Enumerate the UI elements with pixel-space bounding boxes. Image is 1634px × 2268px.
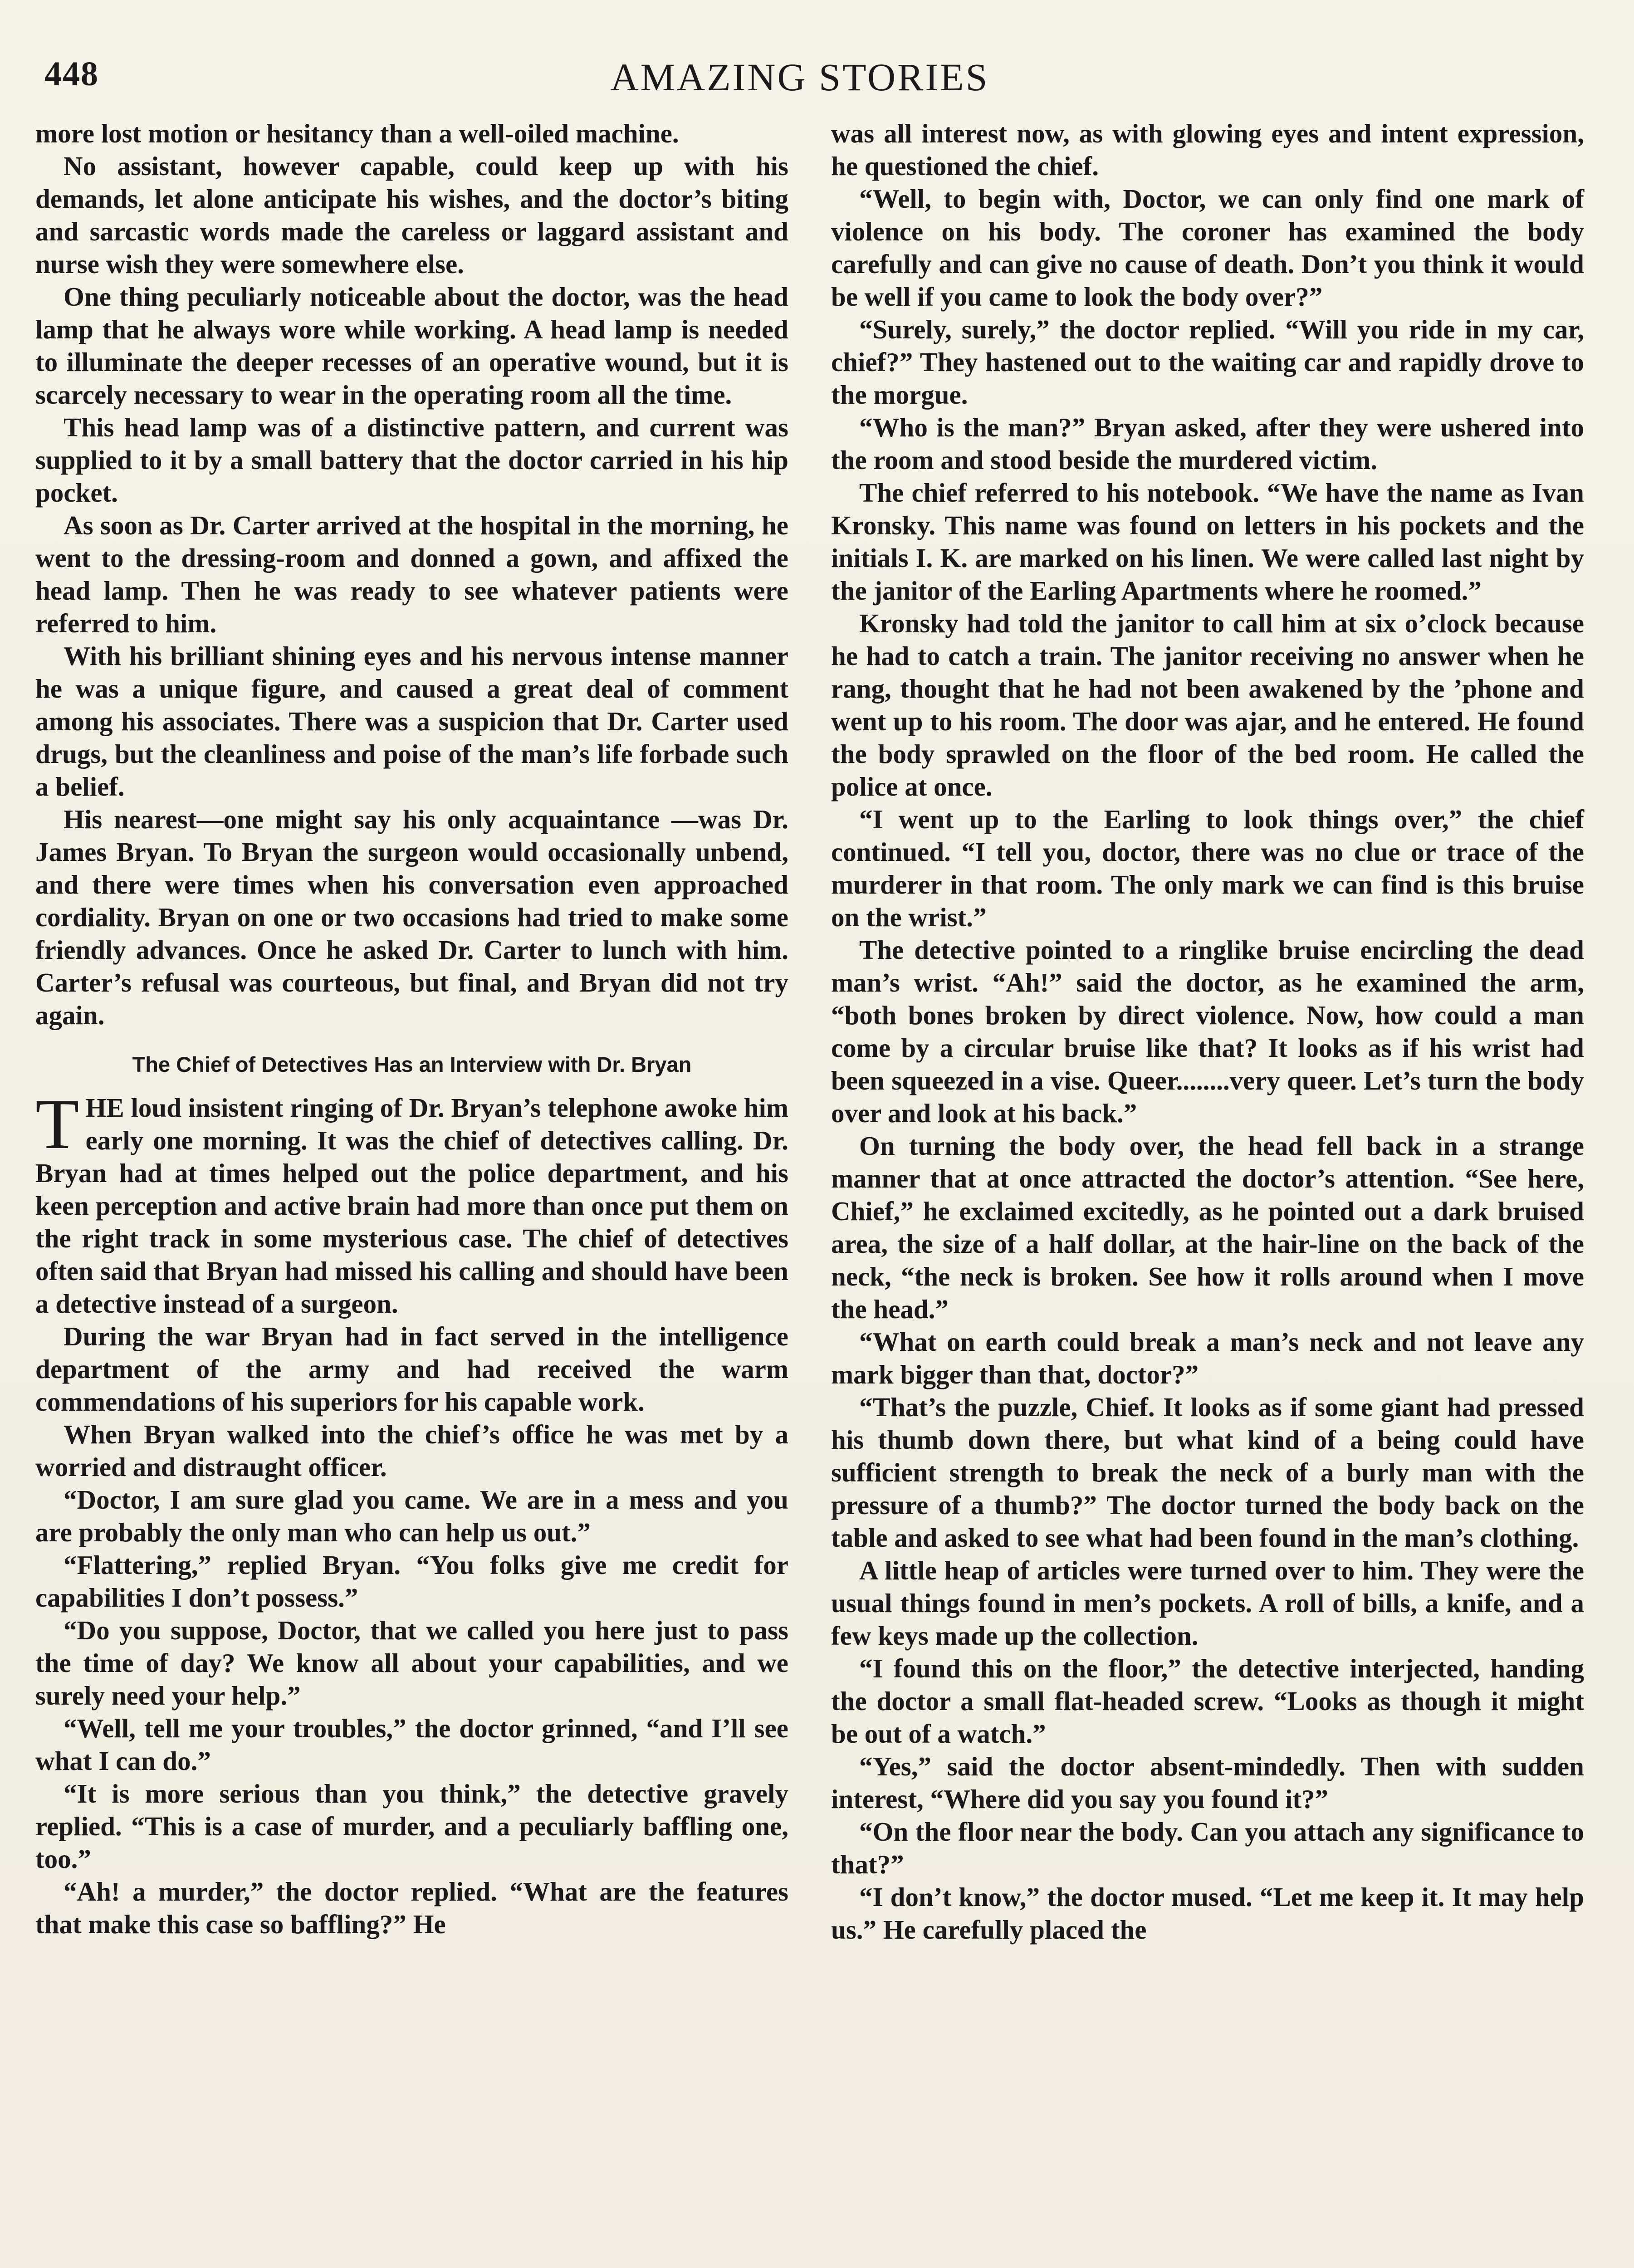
paragraph: A little heap of articles were turned over to him. They were the usual things found in men’s pockets. A roll of bills, a knife, and a few keys made up the collection. [831,1555,1584,1651]
paragraph: The detective pointed to a ringlike bruise encircling the dead man’s wrist. “Ah!” said the doctor, as he examined the arm, “both bones broken by direct violence. Now, how could a man come by a circular bruise like that? It looks as if his wrist had been squeezed in a vise. Queer........very queer. Let’s turn the body over and look at his back.” [831,935,1584,1128]
paragraph: more lost motion or hesitancy than a well-oiled machine. [35,118,679,148]
paragraph: was all interest now, as with glowing eyes and intent expression, he questioned the chief. [831,118,1584,181]
paragraph: One thing peculiarly noticeable about the doctor, was the head lamp that he always wore while working. A head lamp is needed to illuminate the deeper recesses of an operative wound, but it is scarcely necessary to wear in the operating room all the time. [35,282,788,410]
paragraph: “Yes,” said the doctor absent-mindedly. Then with sudden interest, “Where did you say you found it?” [831,1751,1584,1814]
paragraph: On turning the body over, the head fell back in a strange manner that at once attracted the doctor’s attention. “See here, Chief,” he exclaimed excitedly, as he pointed out a dark bruised area, the size of a half dollar, at the hair-line on the back of the neck, “the neck is broken. See how it rolls around when I move the head.” [831,1131,1584,1324]
paragraph: “Flattering,” replied Bryan. “You folks give me credit for capabilities I don’t possess.” [35,1550,788,1613]
section-heading: The Chief of Detectives Has an Interview with Dr. Bryan [132,1052,692,1076]
paragraph: As soon as Dr. Carter arrived at the hospital in the morning, he went to the dressing-room and donned a gown, and affixed the head lamp. Then he was ready to see whatever patients were referred to him. [35,510,788,638]
paragraph: “Well, to begin with, Doctor, we can only find one mark of violence on his body. The coroner has examined the body carefully and can give no cause of death. Don’t you think it would be well if you came to look the body over?” [831,184,1584,312]
paragraph: “I found this on the floor,” the detective interjected, handing the doctor a small flat-headed screw. “Looks as though it might be out of a watch.” [831,1653,1584,1749]
dropcap-paragraph [35,1085,788,1320]
paragraph: “Well, tell me your troubles,” the doctor grinned, “and I’ll see what I can do.” [35,1713,788,1776]
paragraph: “Do you suppose, Doctor, that we called you here just to pass the time of day? We know all about your capabilities, and we surely need your help.” [35,1615,788,1711]
paragraph: “I went up to the Earling to look things over,” the chief continued. “I tell you, doctor, there was no clue or trace of the murderer in that room. The only mark we can find is this bruise on the wrist.” [831,804,1584,932]
paragraph: “What on earth could break a man’s neck and not leave any mark bigger than that, doctor?” [831,1327,1584,1389]
paragraph: When Bryan walked into the chief’s office he was met by a worried and distraught officer. [35,1419,788,1482]
paragraph: During the war Bryan had in fact served in the intelligence department of the army and had received the warm commendations of his superiors for his capable work. [35,1321,788,1417]
paragraph: “It is more serious than you think,” the detective gravely replied. “This is a case of murder, and a peculiarly baffling one, too.” [35,1779,788,1874]
paragraph: No assistant, however capable, could keep up with his demands, let alone anticipate his wishes, and the doctor’s biting and sarcastic words made the careless or laggard assistant and nurse wish they were somewhere else. [35,151,788,279]
paragraph: “Surely, surely,” the doctor replied. “Will you ride in my car, chief?” They hastened out to the waiting car and rapidly drove to the morgue. [831,314,1584,410]
drop-cap-letter: T [35,1085,79,1164]
paragraph: “Who is the man?” Bryan asked, after they were ushered into the room and stood beside the murdered victim. [831,412,1584,475]
paragraph: With his brilliant shining eyes and his nervous intense manner he was a unique figure, and caused a great deal of comment among his associates. There was a suspicion that Dr. Carter used drugs, but the cleanliness and poise of the man’s life forbade such a belief. [35,641,788,802]
paragraph: The chief referred to his notebook. “We have the name as Ivan Kronsky. This name was found on letters in his pockets and the initials I. K. are marked on his linen. We were called last night by the janitor of the Earling Apartments where he roomed.” [831,478,1584,606]
paragraph: This head lamp was of a distinctive pattern, and current was supplied to it by a small battery that the doctor carried in his hip pocket. [35,412,788,508]
dropcap-paragraph-text: HE loud insistent ringing of Dr. Bryan’s telephone awoke him early one morning. It was the chief of detectives calling. Dr. Bryan had at times helped out the police department, and his keen perception and active brain had more than once put them on the right track in some mysterious case. The chief of detectives often said that Bryan had missed his calling and should have been a detective instead of a surgeon. [35,1093,788,1319]
paragraph: His nearest—one might say his only acquaintance —was Dr. James Bryan. To Bryan the surgeon would occasionally unbend, and there were times when his conversation even approached cordiality. Bryan on one or two occasions had tried to make some friendly advances. Once he asked Dr. Carter to lunch with him. Carter’s refusal was courteous, but final, and Bryan did not try again. [35,804,788,1030]
paragraph: “I don’t know,” the doctor mused. “Let me keep it. It may help us.” He carefully placed the [831,1882,1584,1945]
paragraph: “Doctor, I am sure glad you came. We are in a mess and you are probably the only man who can help us out.” [35,1485,788,1547]
paragraph: “That’s the puzzle, Chief. It looks as if some giant had pressed his thumb down there, but what kind of a being could have sufficient strength to break the neck of a burly man with the pressure of a thumb?” The doctor turned the body back on the table and asked to see what had been found in the man’s clothing. [831,1392,1584,1553]
right-column [831,117,1584,1946]
page-number: 448 [44,55,99,93]
left-column [35,117,788,1941]
paragraph: “Ah! a murder,” the doctor replied. “What are the features that make this case so baffling?” He [35,1877,788,1939]
page-header [44,54,1555,113]
running-title: AMAZING STORIES [610,55,989,99]
paragraph: Kronsky had told the janitor to call him at six o’clock because he had to catch a train. The janitor receiving no answer when he rang, thought that he had not been awakened by the ’phone and went up to his room. The door was ajar, and he entered. He found the body sprawled on the floor of the bed room. He called the police at once. [831,608,1584,802]
paragraph: “On the floor near the body. Can you attach any significance to that?” [831,1817,1584,1879]
